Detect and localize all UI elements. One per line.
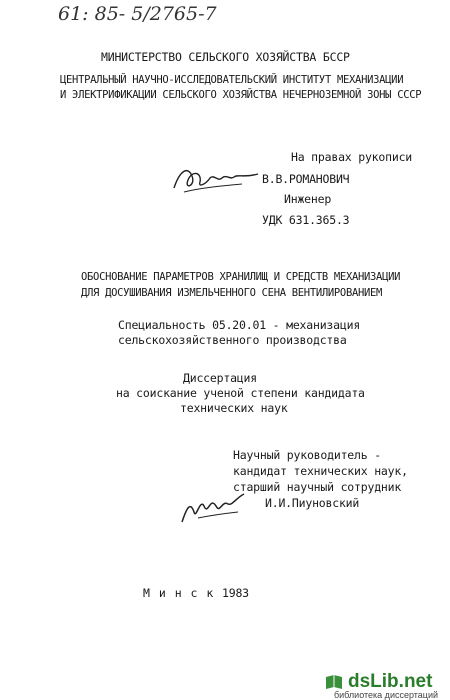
author-name: В.В.РОМАНОВИЧ xyxy=(262,172,350,186)
handwritten-catalog-code: 61: 85- 5/2765-7 xyxy=(58,3,217,25)
manuscript-rights-note: На правах рукописи xyxy=(291,150,413,164)
advisor-name: И.И.Пиуновский xyxy=(265,496,360,510)
city: М и н с к xyxy=(143,586,215,600)
watermark-footer xyxy=(0,672,450,699)
institute-line-1: ЦЕНТРАЛЬНЫЙ НАУЧНО-ИССЛЕДОВАТЕЛЬСКИЙ ИНСТИТУТ МЕХАНИЗАЦИИ xyxy=(60,74,404,86)
advisor-signature xyxy=(178,488,250,526)
author-title: Инженер xyxy=(284,192,332,206)
dissertation-title-line-1: ОБОСНОВАНИЕ ПАРАМЕТРОВ ХРАНИЛИЩ И СРЕДСТВ МЕХАНИЗАЦИИ xyxy=(81,271,401,283)
author-signature xyxy=(170,162,262,194)
year: 1983 xyxy=(222,586,249,600)
dissertation-label: Диссертация xyxy=(183,371,257,385)
institute-line-2: И ЭЛЕКТРИФИКАЦИИ СЕЛЬСКОГО ХОЗЯЙСТВА НЕЧЕРНОЗЕМНОЙ ЗОНЫ СССР xyxy=(60,89,422,101)
advisor-line-2: кандидат технических наук, xyxy=(233,464,408,478)
watermark-logo: dsLib.net xyxy=(348,671,433,692)
dissertation-title-line-2: ДЛЯ ДОСУШИВАНИЯ ИЗМЕЛЬЧЕННОГО СЕНА ВЕНТИЛИРОВАНИЕМ xyxy=(81,287,383,299)
specialty-line-2: сельскохозяйственного производства xyxy=(118,333,347,347)
advisor-line-1: Научный руководитель - xyxy=(233,448,381,462)
advisor-line-3: старший научный сотрудник xyxy=(233,480,402,494)
watermark-caption: библиотека диссертаций xyxy=(334,690,439,700)
specialty-line-1: Специальность 05.20.01 - механизация xyxy=(118,318,361,332)
book-icon xyxy=(325,674,343,690)
udc-code: УДК 631.365.3 xyxy=(262,213,350,227)
degree-line-1: на соискание ученой степени кандидата xyxy=(116,386,365,400)
ministry-heading: МИНИСТЕРСТВО СЕЛЬСКОГО ХОЗЯЙСТВА БССР xyxy=(101,50,350,64)
degree-line-2: технических наук xyxy=(180,401,288,415)
